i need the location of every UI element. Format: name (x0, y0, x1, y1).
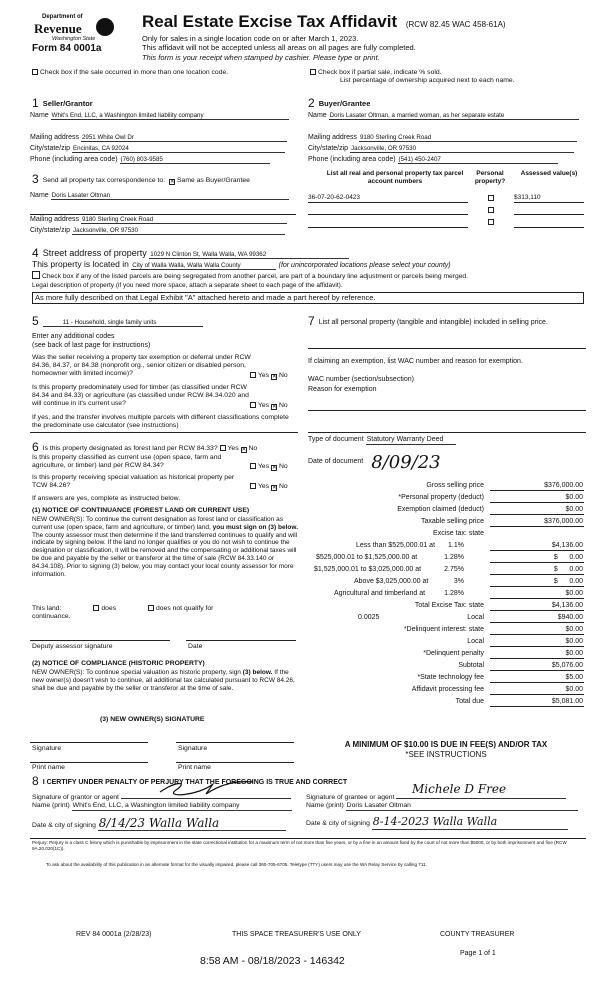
grantor-name-row: Name (print) Whit's End, LLC, a Washington limited liability company (32, 802, 292, 811)
section6-q2: Is this property classified as current use (open space, farm and agriculture, or timber) land per RCW 84.34? (32, 454, 222, 470)
buyer-city-row: City/state/zip Jacksonville, OR 97530 (308, 145, 586, 153)
total-state-value[interactable]: $4,136.00 (490, 602, 584, 611)
s5q1-no[interactable] (271, 374, 277, 380)
ag-row: Agricultural and timberland at 1.28% $0.00 (306, 590, 584, 601)
section6-q1-row: 6 Is this property designated as forest land per RCW 84.33? Yes ✕ No (32, 440, 257, 454)
notice3-title: (3) NEW OWNER(S) SIGNATURE (100, 716, 205, 723)
minimum-fee-note: A MINIMUM OF $10.00 IS DUE IN FEE(S) AND/OR TAX (344, 740, 548, 749)
tier1-row: Less than $525,000.01 at 1.1% $4,136.00 (306, 542, 584, 553)
doc-type-row: Type of document Statutory Warranty Deed (308, 436, 456, 445)
tier4-row: Above $3,025,000.00 at 3% $ 0.00 (306, 578, 584, 589)
tier1-value[interactable]: $4,136.00 (490, 542, 584, 551)
grantor-date-row: Date & city of signing 8/14/23 Walla Walla (32, 816, 286, 831)
parcel-value[interactable]: $313,110 (514, 194, 584, 203)
page-number: Page 1 of 1 (460, 950, 496, 957)
section3-label: 3 Send all property tax correspondence to: ✕ Same as Buyer/Grantee (32, 172, 250, 186)
section6-q2-answers: Yes ✕ No (250, 463, 288, 471)
logo (32, 14, 118, 52)
reason-label: Reason for exemption (308, 386, 377, 393)
logo-top: Department of (42, 14, 83, 20)
s5q2-yes[interactable] (250, 402, 256, 408)
buyer-city[interactable]: Jacksonville, OR 97530 (350, 145, 574, 153)
grantor-signature-scribble (158, 778, 258, 803)
taxable-row: Taxable selling price $376,000.00 (306, 518, 584, 529)
seller-mailing-row: Mailing address 2951 White Owl Dr (30, 134, 296, 142)
tier3-value[interactable]: $ 0.00 (490, 566, 584, 575)
treasurer-use: THIS SPACE TREASURER'S USE ONLY (232, 931, 361, 938)
grantee-signature-row: Signature of grantee or agent (306, 790, 566, 802)
s6q1-yes[interactable] (220, 445, 226, 451)
seller-name[interactable]: Whit's End, LLC, a Washington limited liability company (51, 112, 289, 120)
doc-type[interactable]: Statutory Warranty Deed (366, 436, 456, 445)
buyer-heading: 2 Buyer/Grantee (308, 96, 371, 110)
subtotal-value[interactable]: $5,076.00 (490, 662, 584, 671)
notice2-text: NEW OWNER(S): To continue special valuation as historic property, sign (3) below. If the new owner(s) doesn't wish to continue, all additional tax calculated pursuant to RCW 84.26, shall be due and payable by the seller or transferor at the time of sale. (32, 669, 295, 692)
affidavit-value[interactable]: $0.00 (490, 686, 584, 695)
parcel-number[interactable]: 36-07-20-62-0423 (308, 194, 468, 203)
land-does-not-check[interactable] (148, 605, 154, 611)
affidavit-row: Affidavit processing fee $0.00 (306, 686, 584, 697)
buyer-mailing-row: Mailing address 9180 Sterling Creek Road (308, 134, 586, 142)
see-back: (see back of last page for instructions) (32, 342, 151, 349)
rev-number: REV 84 0001a (2/28/23) (76, 931, 152, 938)
seller-phone[interactable]: (760) 803-9585 (120, 156, 270, 164)
s6q2-no[interactable] (271, 465, 277, 471)
exemption-value[interactable]: $0.00 (490, 506, 584, 515)
legal-label: Legal description of property (if you need more space, attach a separate sheet to each page of the affidavit). (32, 282, 343, 289)
buyer-phone[interactable]: (541) 450-2407 (398, 156, 558, 164)
page-title: Real Estate Excise Tax Affidavit (RCW 82.45 WAC 458-61A) (142, 12, 506, 31)
deputy-date-label: Date (188, 643, 203, 650)
owner-print-label-1: Print name (32, 764, 65, 771)
section4-street: 4 Street address of property 1029 N Clinton St, Walla Walla, WA 99362 (32, 246, 349, 260)
seller-city[interactable]: Encinitas, CA 92024 (72, 145, 285, 153)
perjury-note: Perjury: Perjury is a class C felony which is punishable by imprisonment in the state correctional institution for a maximum term of not more than five years, or by a fine in an amount fixed by the court of not more than $5000, or by both imprisonment and fine (RCW 9A.20.020(1C)). (32, 840, 567, 851)
section5-code: 5 11 - Household, single family units (32, 314, 203, 328)
delinq-local-value[interactable]: $0.00 (490, 638, 584, 647)
owner-signature-label-1: Signature (32, 745, 62, 752)
tech-row: *State technology fee $5.00 (306, 674, 584, 685)
tier2-value[interactable]: $ 0.00 (490, 554, 584, 563)
section5-q2-answers: Yes ✕ No (250, 402, 288, 410)
owner-signature-label-2: Signature (178, 745, 208, 752)
deputy-signature-label: Deputy assessor signature (32, 643, 113, 650)
grantee-signature-script: Michele D Free (412, 782, 507, 796)
excise-state-row: Excise tax: state (433, 530, 484, 537)
seller-phone-row: Phone (including area code) (760) 803-9585 (30, 156, 296, 164)
seller-mailing[interactable]: 2951 White Owl Dr (81, 134, 287, 142)
seller-name-row: Name Whit's End, LLC, a Washington limited liability company (30, 112, 296, 120)
delinq-state-value[interactable]: $0.00 (490, 626, 584, 635)
legal-description[interactable]: As more fully described on that Legal Exhibit "A" attached hereto and made a part hereof by reference. (32, 292, 584, 304)
this-land-row: This land: does does not qualify for continuance. (32, 605, 214, 621)
s6q3-no[interactable] (271, 485, 277, 491)
tier4-value[interactable]: $ 0.00 (490, 578, 584, 587)
ag-value[interactable]: $0.00 (490, 590, 584, 599)
delinq-state-row: *Delinquent interest: state $0.00 (306, 626, 584, 637)
answers-note: If answers are yes, complete as instructed below. (32, 495, 181, 502)
grantor-name[interactable]: Whit's End, LLC, a Washington limited liability company (72, 802, 292, 811)
parcel-personal-check-3[interactable] (488, 219, 494, 225)
seller-city-row: City/state/zip Encinitas, CA 92024 (30, 145, 296, 153)
section5-q2: Is this property predominately used for timber (as classified under RCW 84.34 and 84.33) or agriculture (as classified under RCW 84.34.020 and will continue in it's current use? (32, 384, 249, 408)
notice1-text: NEW OWNER(S): To continue the current designation as forest land or classification as current use (open space, farm and agriculture, or timber) land, you must sign on (3) below. The county assessor must then determine if the land transferred continues to qualify and will indicate by signing below. If the land no longer qualifies or you do not wish to continue the designation or classification, it will be removed and the compensating or additional taxes will be due and payable by the seller or transferor at the time of sale (RCW 84.33.140 or 84.34.108). Prior to signing (3) below, you may contact your local county assessor for more information. (32, 516, 299, 578)
buyer-name-row: Name Doris Lasater Oltman, a married woman, as her separate estate (308, 112, 586, 120)
county-treasurer: COUNTY TREASURER (440, 931, 515, 938)
grantee-name[interactable]: Doris Lasater Oltman (346, 802, 578, 811)
total-value[interactable]: $5,081.00 (490, 698, 584, 707)
header-notes: Only for sales in a single location code on or after March 1, 2023. This affidavit will not be accepted unless all areas on all pages are fully completed. This form is your receipt when stamped by cashier. Please type or print. (142, 34, 416, 62)
grantee-date-row: Date & city of signing 8-14-2023 Walla Walla (306, 816, 568, 830)
parcel-col-header: List all real and personal property tax parcel account numbers (326, 170, 464, 185)
seller-heading: 1 Seller/Grantor (32, 96, 93, 110)
section6-q3: Is this property receiving special valuation as historical property per TCW 84.26? (32, 474, 235, 490)
alt-format-note: To ask about the availability of this publication in an alternate format for the visually impaired, please call 360-705-6705. Teletype (TTY) users may use the WA Relay Service by calling 711. (46, 862, 427, 867)
wac-label: WAC number (section/subsection) (308, 376, 414, 383)
parcel-personal-check-2[interactable] (488, 207, 494, 213)
section5-q3: If yes, and the transfer involves multiple parcels with different classifications complete the predominate use calculator (see instructions) (32, 414, 289, 430)
section3-name[interactable]: Doris Lasater Oltman (51, 192, 289, 200)
property-street[interactable]: 1029 N Clinton St, Walla Walla, WA 99362 (149, 251, 349, 259)
assessed-col-header: Assessed value(s) (520, 170, 578, 177)
tech-value[interactable]: $5.00 (490, 674, 584, 683)
multi-location-check[interactable]: Check box if the sale occurred in more than one location code. (32, 69, 228, 77)
gross-row: Gross selling price $376,000.00 (306, 482, 584, 493)
notice1-title: (1) NOTICE OF CONTINUANCE (FOREST LAND OR CURRENT USE) (32, 507, 250, 514)
section5-q1-answers: Yes ✕ No (250, 372, 288, 380)
tier3-row: $1,525,000.01 to $3,025,000.00 at 2.75% $ 0.00 (306, 566, 584, 577)
grantee-date[interactable]: 8-14-2023 Walla Walla (372, 816, 568, 830)
subtotal-row: Subtotal $5,076.00 (306, 662, 584, 673)
section3-city[interactable]: Jacksonville, OR 97530 (72, 227, 285, 235)
delinq-penalty-value[interactable]: $0.00 (490, 650, 584, 659)
s6q3-yes[interactable] (250, 483, 256, 489)
local-row: 0.0025 Local $940.00 (306, 614, 584, 625)
parcel-personal-check-1[interactable] (488, 195, 494, 201)
property-location[interactable]: City of Walla Walla, Walla Walla County (131, 262, 276, 270)
buyer-mailing[interactable]: 9180 Sterling Creek Road (359, 134, 577, 142)
doc-date[interactable]: 8/09/23 (371, 452, 441, 473)
exemption-row: Exemption claimed (deduct) $0.00 (306, 506, 584, 517)
total-state-row: Total Excise Tax: state $4,136.00 (306, 602, 584, 613)
buyer-phone-row: Phone (including area code) (541) 450-2407 (308, 156, 586, 164)
same-as-buyer-check[interactable] (169, 179, 175, 185)
personal-row: *Personal property (deduct) $0.00 (306, 494, 584, 505)
grantee-name-row: Name (print) Doris Lasater Oltman (306, 802, 578, 811)
see-instructions: *SEE INSTRUCTIONS (405, 750, 487, 759)
owner-print-label-2: Print name (178, 764, 211, 771)
section5-q1: Was the seller receiving a property tax exemption or deferral under RCW 84.36, 84.37, or 84.38 (nonprofit org., senior citizen or disabled person, homeowner with limited income)? (32, 354, 251, 378)
buyer-name[interactable]: Doris Lasater Oltman, a married woman, as her separate estate (329, 112, 579, 120)
segregation-check[interactable]: Check box if any of the listed parcels are being segregated from another parcel, are part of a boundary line adjustment or parcels being merged. (32, 271, 468, 281)
delinq-penalty-row: *Delinquent penalty $0.00 (306, 650, 584, 661)
s5q1-yes[interactable] (250, 372, 256, 378)
s6q1-no[interactable] (241, 447, 247, 453)
s6q2-yes[interactable] (250, 463, 256, 469)
enter-codes: Enter any additional codes (32, 333, 115, 340)
rcw-reference: (RCW 82.45 WAC 458-61A) (405, 20, 506, 29)
logo-sub: Washington State (52, 36, 96, 42)
section3-mailing[interactable]: 9180 Sterling Creek Road (81, 216, 287, 224)
logo-main: Revenue (34, 21, 82, 36)
s5q2-no[interactable] (271, 404, 277, 410)
section3-city-row: City/state/zip Jacksonville, OR 97530 (30, 227, 296, 235)
personal-col-header: Personal property? (474, 170, 506, 185)
section3-mailing-row: Mailing address 9180 Sterling Creek Road (30, 216, 296, 224)
logo-icon (96, 18, 114, 36)
section7-label: 7 List all personal property (tangible and intangible) included in selling price. (308, 314, 548, 328)
local-value[interactable]: $940.00 (490, 614, 584, 623)
section3-name-row: Name Doris Lasater Oltman (30, 192, 296, 200)
grantor-signature-row: Signature of grantor or agent (32, 790, 291, 802)
use-code[interactable]: 11 - Household, single family units (43, 319, 203, 327)
partial-sale-check[interactable]: Check box if partial sale, indicate % sold. List percentage of ownership acquired next to each name. (310, 69, 515, 85)
taxable-value[interactable]: $376,000.00 (490, 518, 584, 527)
gross-value[interactable]: $376,000.00 (490, 482, 584, 491)
tier2-row: $525,000.01 to $1,525,000.00 at 1.28% $ 0.00 (306, 554, 584, 565)
notice2-title: (2) NOTICE OF COMPLIANCE (HISTORIC PROPERTY) (32, 660, 205, 667)
exemption-label: If claiming an exemption, list WAC number and reason for exemption. (308, 358, 523, 365)
form-number: Form 84 0001a (32, 43, 102, 54)
section4-located: This property is located in City of Walla Walla, Walla Walla County (for unincorporated locations please select your county) (32, 259, 451, 269)
certify-heading: 8 I CERTIFY UNDER PENALTY OF PERJURY THAT THE FOREGOING IS TRUE AND CORRECT (32, 774, 348, 788)
doc-date-row: Date of document 8/09/23 (308, 452, 441, 473)
section6-q3-answers: Yes ✕ No (250, 483, 288, 491)
total-row: Total due $5,081.00 (306, 698, 584, 709)
personal-value[interactable]: $0.00 (490, 494, 584, 503)
grantor-date[interactable]: 8/14/23 Walla Walla (98, 816, 286, 831)
timestamp-stamp: 8:58 AM - 08/18/2023 - 146342 (200, 955, 345, 967)
delinq-local-row: Local $0.00 (306, 638, 584, 649)
land-does-check[interactable] (93, 605, 99, 611)
